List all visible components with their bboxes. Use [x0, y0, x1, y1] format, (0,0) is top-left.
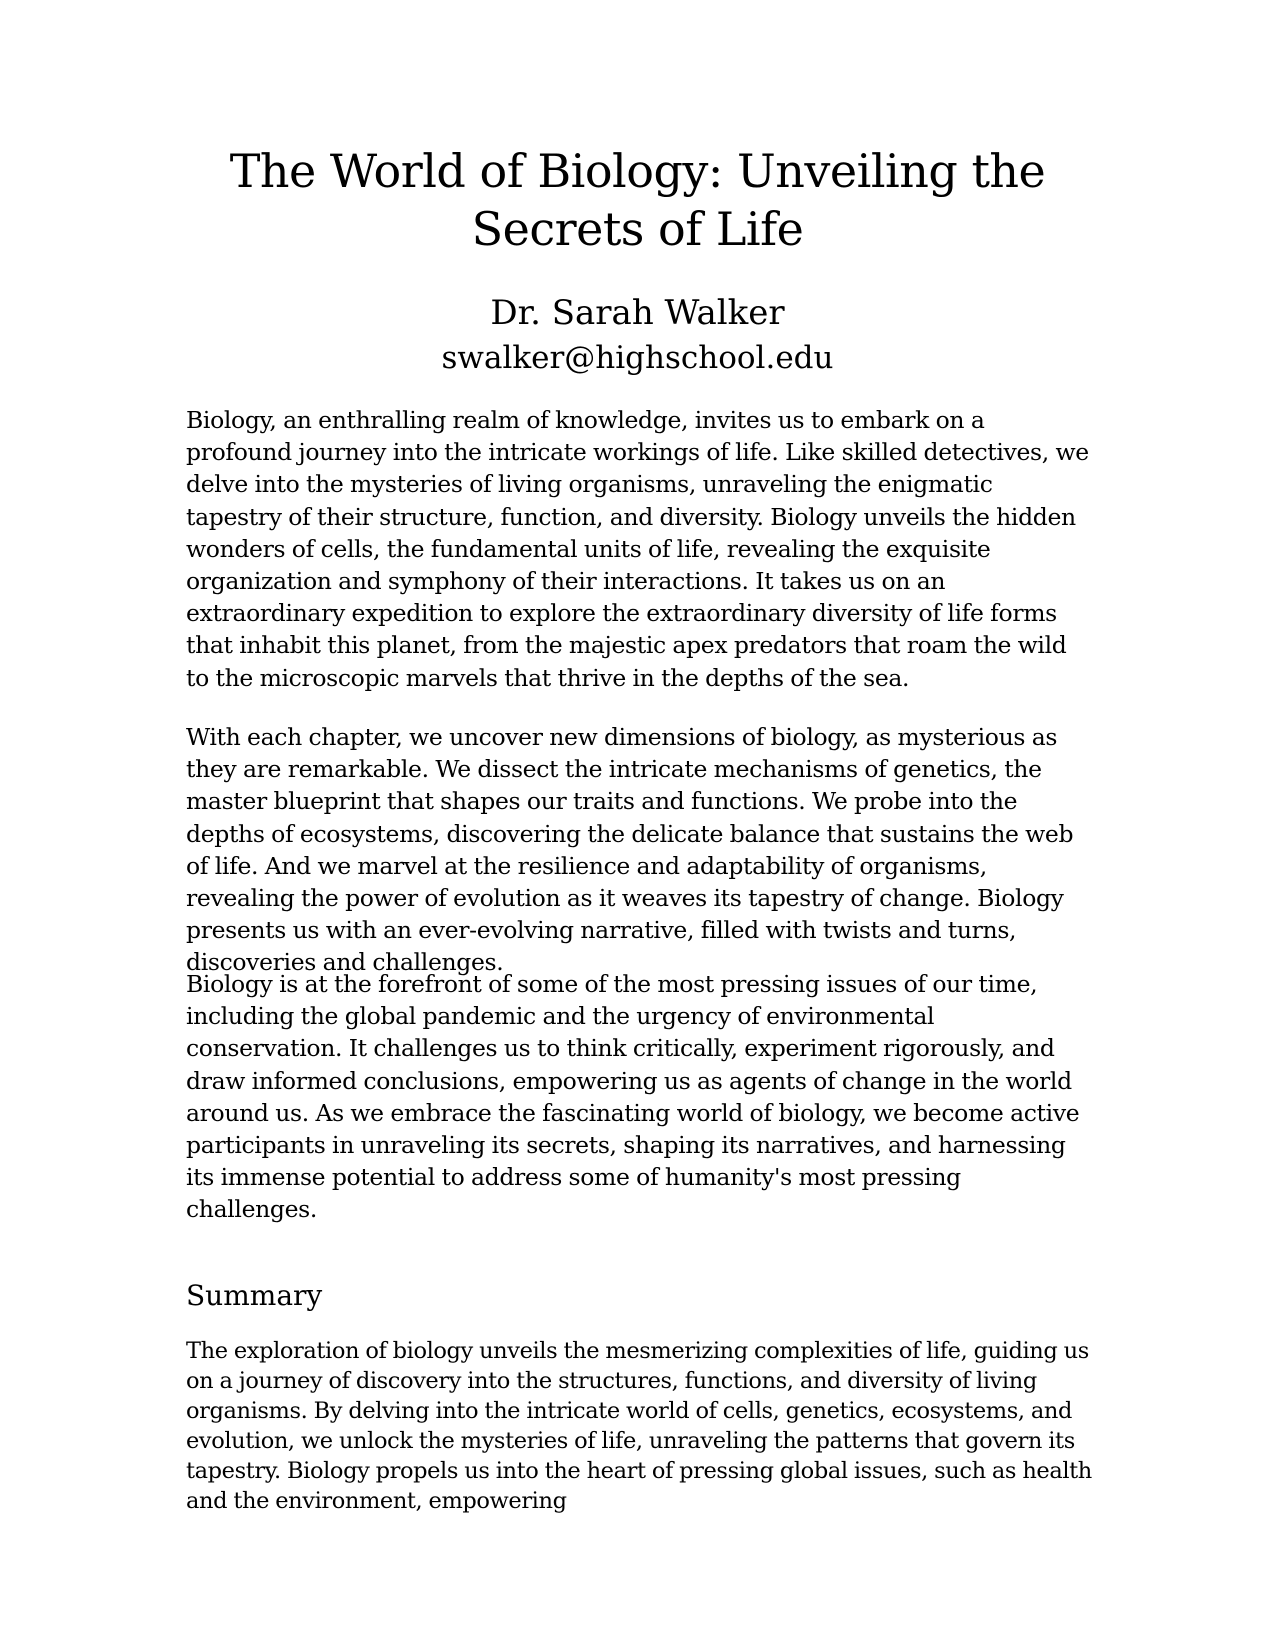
- body-paragraph-1: Biology, an enthralling realm of knowledge, invites us to embark on a profound journey into the intricate workings of life. Like skilled detectives, we delve into the mysteries of living organisms, unraveling the enigmatic tapestry of their structure, function, and diversity. Biology unveils the hidden wonders of cells, the fundamental units of life, revealing the exquisite organization and symphony of their interactions. It takes us on an extraordinary expedition to explore the extraordinary diversity of life forms that inhabit this planet, from the majestic apex predators that roam the wild to the microscopic marvels that thrive in the depths of the sea.: [186, 406, 1089, 692]
- author-email: swalker@highschool.edu: [441, 340, 834, 376]
- summary-paragraph: The exploration of biology unveils the mesmerizing complexities of life, guiding us on a journey of discovery into the structures, functions, and diversity of living organisms. By delving into the intricate world of cells, genetics, ecosystems, and evolution, we unlock the mysteries of life, unraveling the patterns that govern its tapestry. Biology propels us into the heart of pressing global issues, such as health and the environment, empowering: [186, 1338, 1092, 1514]
- body-paragraph-3: Biology is at the forefront of some of the most pressing issues of our time, including the global pandemic and the urgency of environmental conservation. It challenges us to think critically, experiment rigorously, and draw informed conclusions, empowering us as agents of change in the world around us. As we embrace the fascinating world of biology, we become active participants in unraveling its secrets, shaping its narratives, and harnessing its immense potential to address some of humanity's most pressing challenges.: [186, 970, 1080, 1224]
- summary-heading: Summary: [186, 1279, 323, 1312]
- author-name: Dr. Sarah Walker: [490, 293, 785, 333]
- document-title: The World of Biology: Unveiling the Secrets of Life: [229, 144, 1046, 256]
- body-paragraph-2: With each chapter, we uncover new dimensions of biology, as mysterious as they are remarkable. We dissect the intricate mechanisms of genetics, the master blueprint that shapes our traits and functions. We probe into the depths of ecosystems, discovering the delicate balance that sustains the web of life. And we marvel at the resilience and adaptability of organisms, revealing the power of evolution as it weaves its tapestry of change. Biology presents us with an ever-evolving narrative, filled with twists and turns, discoveries and challenges.: [186, 723, 1074, 977]
